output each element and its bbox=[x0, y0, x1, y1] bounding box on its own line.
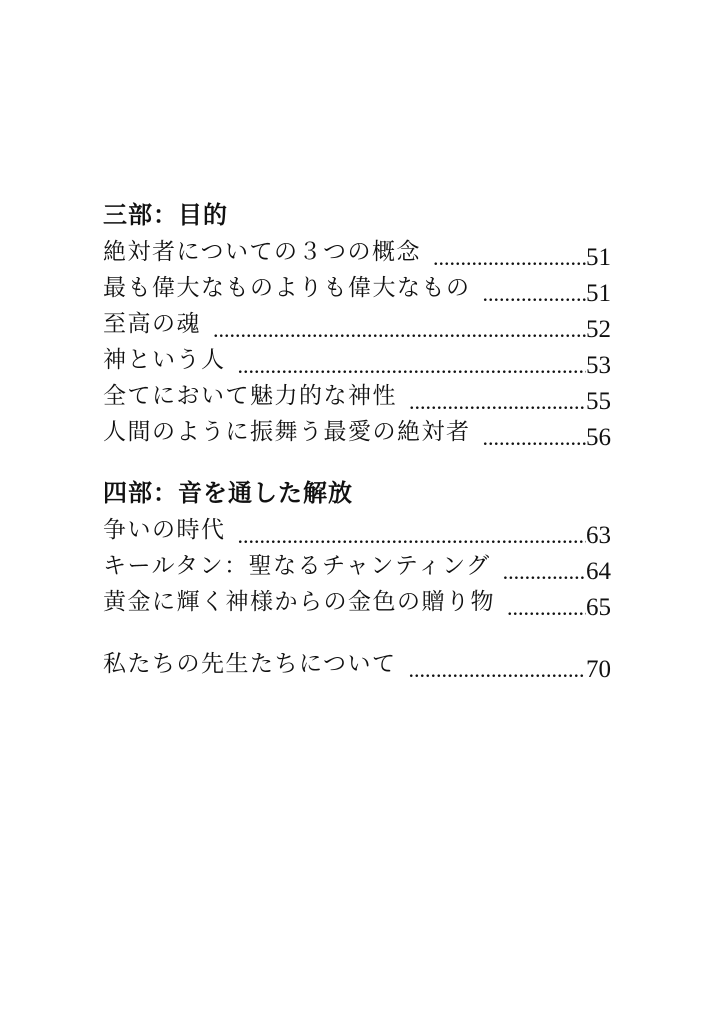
toc-entry[interactable] bbox=[103, 342, 611, 378]
dot-leader bbox=[483, 420, 587, 456]
entry-title: 争いの時代 bbox=[103, 517, 226, 543]
toc-entry[interactable] bbox=[103, 414, 611, 450]
toc-entry[interactable] bbox=[103, 646, 611, 682]
toc-entry[interactable] bbox=[103, 306, 611, 342]
dot-leader bbox=[213, 312, 586, 348]
dot-leader bbox=[238, 518, 587, 554]
entry-title: 人間のように振舞う最愛の絶対者 bbox=[103, 419, 471, 445]
dot-leader bbox=[238, 348, 587, 384]
page-number: 51 bbox=[586, 244, 611, 271]
section-title: 四部：音を通した解放 bbox=[103, 479, 353, 507]
section-title: 三部：目的 bbox=[103, 201, 228, 229]
page-number: 65 bbox=[586, 594, 611, 621]
entry-title: 最も偉大なものよりも偉大なもの bbox=[103, 275, 471, 301]
page-number: 51 bbox=[586, 280, 611, 307]
page-number: 70 bbox=[586, 656, 611, 683]
page-number: 64 bbox=[586, 558, 611, 585]
entry-title: 至高の魂 bbox=[103, 311, 201, 337]
toc-entry[interactable] bbox=[103, 584, 611, 620]
toc-section-part-three bbox=[103, 198, 611, 450]
toc-entry[interactable] bbox=[103, 512, 611, 548]
entry-title: 黄金に輝く神様からの金色の贈り物 bbox=[103, 589, 495, 615]
dot-leader bbox=[507, 590, 586, 626]
dot-leader bbox=[503, 554, 586, 590]
entry-title: 全てにおいて魅力的な神性 bbox=[103, 383, 397, 409]
table-of-contents bbox=[103, 198, 611, 682]
toc-section-appendix bbox=[103, 646, 611, 682]
dot-leader bbox=[433, 240, 586, 276]
toc-section-part-four bbox=[103, 476, 611, 620]
entry-title: 絶対者についての３つの概念 bbox=[103, 239, 422, 265]
page-number: 63 bbox=[586, 522, 611, 549]
dot-leader bbox=[409, 384, 586, 420]
page-number: 53 bbox=[586, 352, 611, 379]
dot-leader bbox=[483, 276, 587, 312]
toc-entry[interactable] bbox=[103, 234, 611, 270]
toc-entry[interactable] bbox=[103, 270, 611, 306]
page-number: 56 bbox=[586, 424, 611, 451]
page-number: 55 bbox=[586, 388, 611, 415]
dot-leader bbox=[409, 652, 586, 688]
entry-title: 神という人 bbox=[103, 347, 226, 373]
page-number: 52 bbox=[586, 316, 611, 343]
entry-title: 私たちの先生たちについて bbox=[103, 651, 397, 677]
entry-title: キールタン：聖なるチャンティング bbox=[103, 553, 491, 579]
